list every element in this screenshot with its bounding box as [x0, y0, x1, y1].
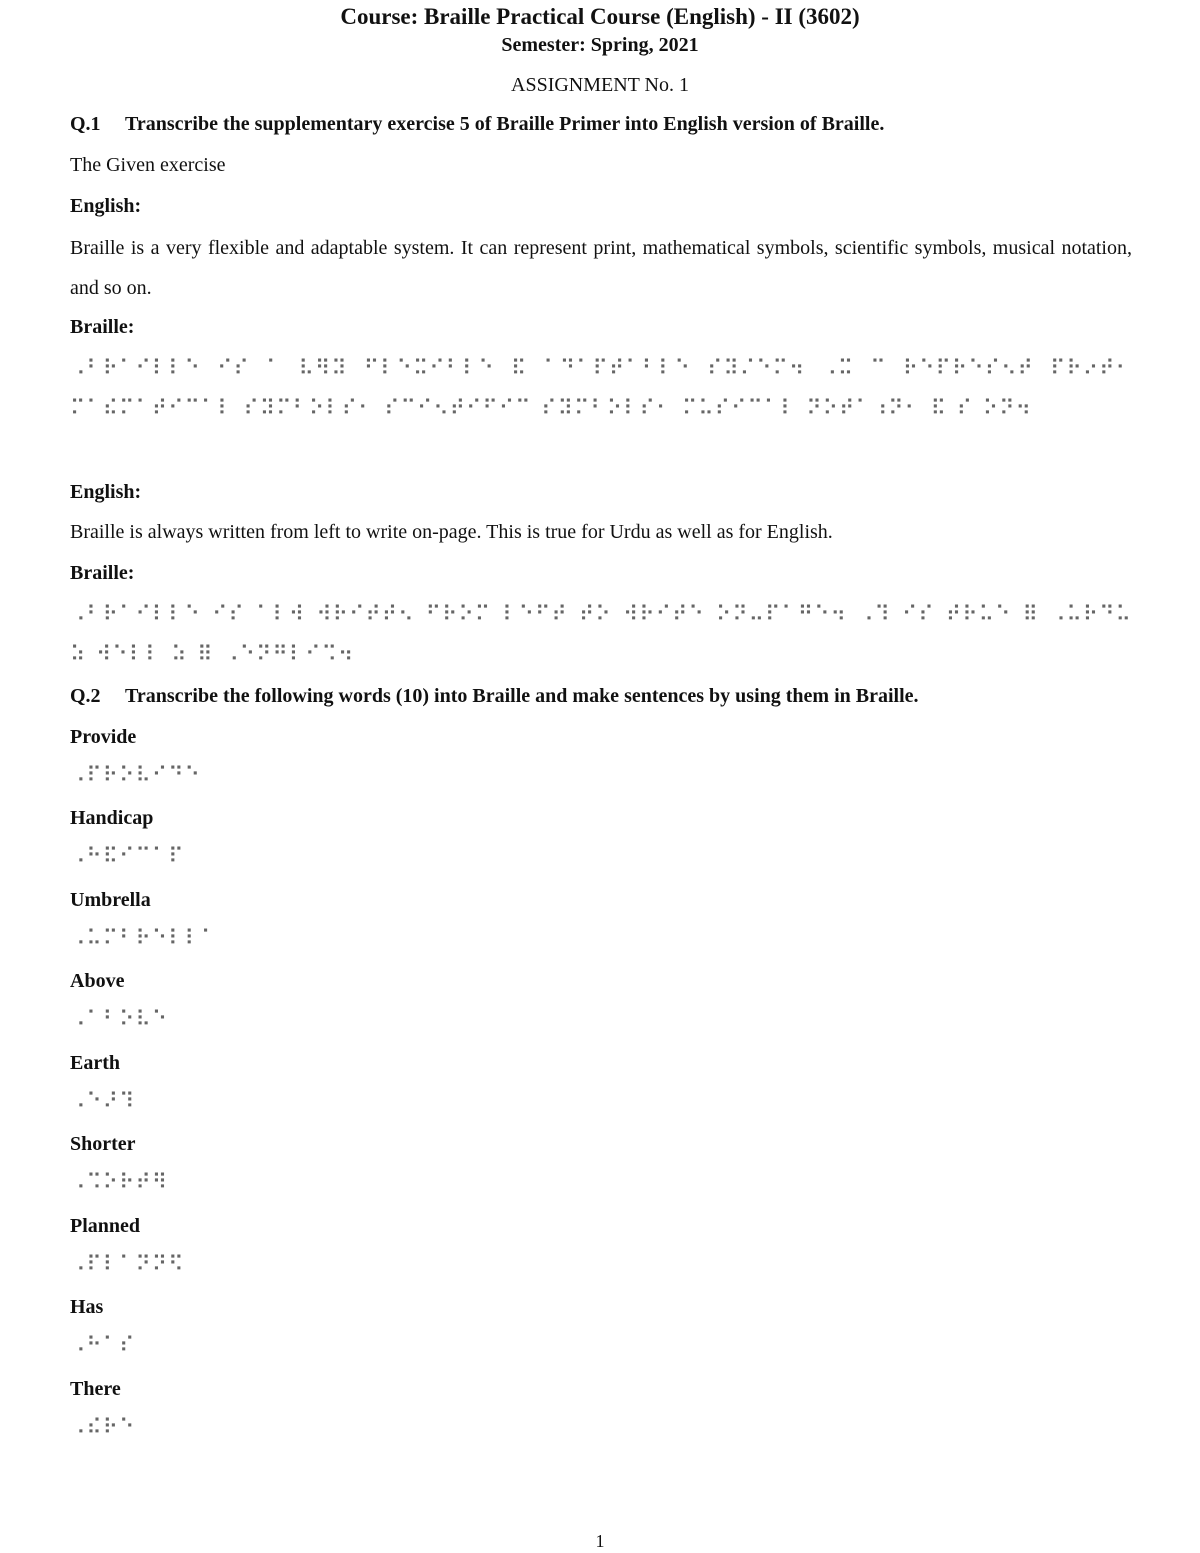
question-2-number: Q.2 [70, 685, 101, 707]
word-label: Above [70, 970, 125, 992]
semester-line: Semester: Spring, 2021 [501, 34, 699, 56]
english-label-2: English: [70, 481, 142, 503]
english-text-1: Braille is a very flexible and adaptable system. It can represent print, mathematical symbols, scientific symbols, musical notation, and so on. [70, 237, 1132, 299]
english-label-1: English: [70, 195, 142, 217]
course-title: Course: Braille Practical Course (English) - II (3602) [340, 4, 860, 29]
word-label: Umbrella [70, 889, 151, 911]
question-1-text: Transcribe the supplementary exercise 5 of Braille Primer into English version of Braille. [125, 113, 885, 135]
question-2 [70, 685, 919, 708]
word-braille: ⠠⠑⠜⠹ [70, 1089, 136, 1113]
word-label: Earth [70, 1052, 120, 1074]
word-braille: ⠠⠏⠗⠕⠧⠊⠙⠑ [70, 763, 202, 787]
word-braille: ⠠⠏⠇⠁⠝⠝⠫ [70, 1252, 185, 1276]
question-2-text: Transcribe the following words (10) into Braille and make sentences by using them in Braille. [125, 685, 919, 707]
word-braille: ⠠⠓⠯⠊⠉⠁⠏ [70, 844, 185, 868]
braille-label-1: Braille: [70, 316, 135, 338]
page-number: 1 [595, 1531, 605, 1551]
braille-text-1: ⠠⠃⠗⠁⠊⠇⠇⠑ ⠊⠎ ⠁ ⠧⠻⠽ ⠋⠇⠑⠭⠊⠃⠇⠑ ⠯ ⠁⠙⠁⠏⠞⠁⠃⠇⠑ ⠎⠽⠌⠑⠍⠲ ⠠⠭ ⠉ ⠗⠑⠏⠗⠑⠎⠢⠞ ⠏⠗⠔⠞⠂ ⠍⠁⠮⠍⠁⠞⠊⠉⠁⠇ ⠎⠽⠍⠃⠕⠇⠎⠂ ⠎⠉⠊⠢⠞⠊⠋⠊⠉ ⠎⠽⠍⠃⠕⠇⠎⠂ ⠍⠥⠎⠊⠉⠁⠇ ⠝⠕⠞⠁⠰⠝⠂ ⠯ ⠎ ⠕⠝⠲ [70, 356, 1132, 420]
word-braille: ⠠⠓⠁⠎ [70, 1333, 136, 1357]
word-braille: ⠠⠁⠃⠕⠧⠑ [70, 1007, 169, 1031]
question-1 [70, 113, 884, 136]
word-braille: ⠠⠥⠍⠃⠗⠑⠇⠇⠁ [70, 926, 218, 950]
word-label: Provide [70, 726, 137, 748]
braille-text-2: ⠠⠃⠗⠁⠊⠇⠇⠑ ⠊⠎ ⠁⠇⠺ ⠺⠗⠊⠞⠞⠢ ⠋⠗⠕⠍ ⠇⠑⠋⠞ ⠞⠕ ⠺⠗⠊⠞⠑ ⠕⠝⠤⠏⠁⠛⠑⠲ ⠠⠹ ⠊⠎ ⠞⠗⠥⠑ ⠿ ⠠⠥⠗⠙⠥ ⠵ ⠺⠑⠇⠇ ⠵ ⠿ ⠠⠑⠝⠛⠇⠊⠩⠲ [70, 602, 1132, 666]
word-label: There [70, 1378, 121, 1400]
braille-label-2: Braille: [70, 562, 135, 584]
word-braille: ⠠⠮⠗⠑ [70, 1415, 136, 1439]
word-label: Planned [70, 1215, 141, 1237]
english-text-2: Braille is always written from left to write on-page. This is true for Urdu as well as for English. [70, 521, 833, 543]
word-label: Shorter [70, 1133, 136, 1155]
word-label: Handicap [70, 807, 154, 829]
word-label: Has [70, 1296, 104, 1318]
question-1-number: Q.1 [70, 113, 101, 135]
word-braille: ⠠⠩⠕⠗⠞⠻ [70, 1170, 169, 1194]
exercise-intro: The Given exercise [70, 154, 226, 176]
assignment-heading: ASSIGNMENT No. 1 [511, 74, 689, 96]
